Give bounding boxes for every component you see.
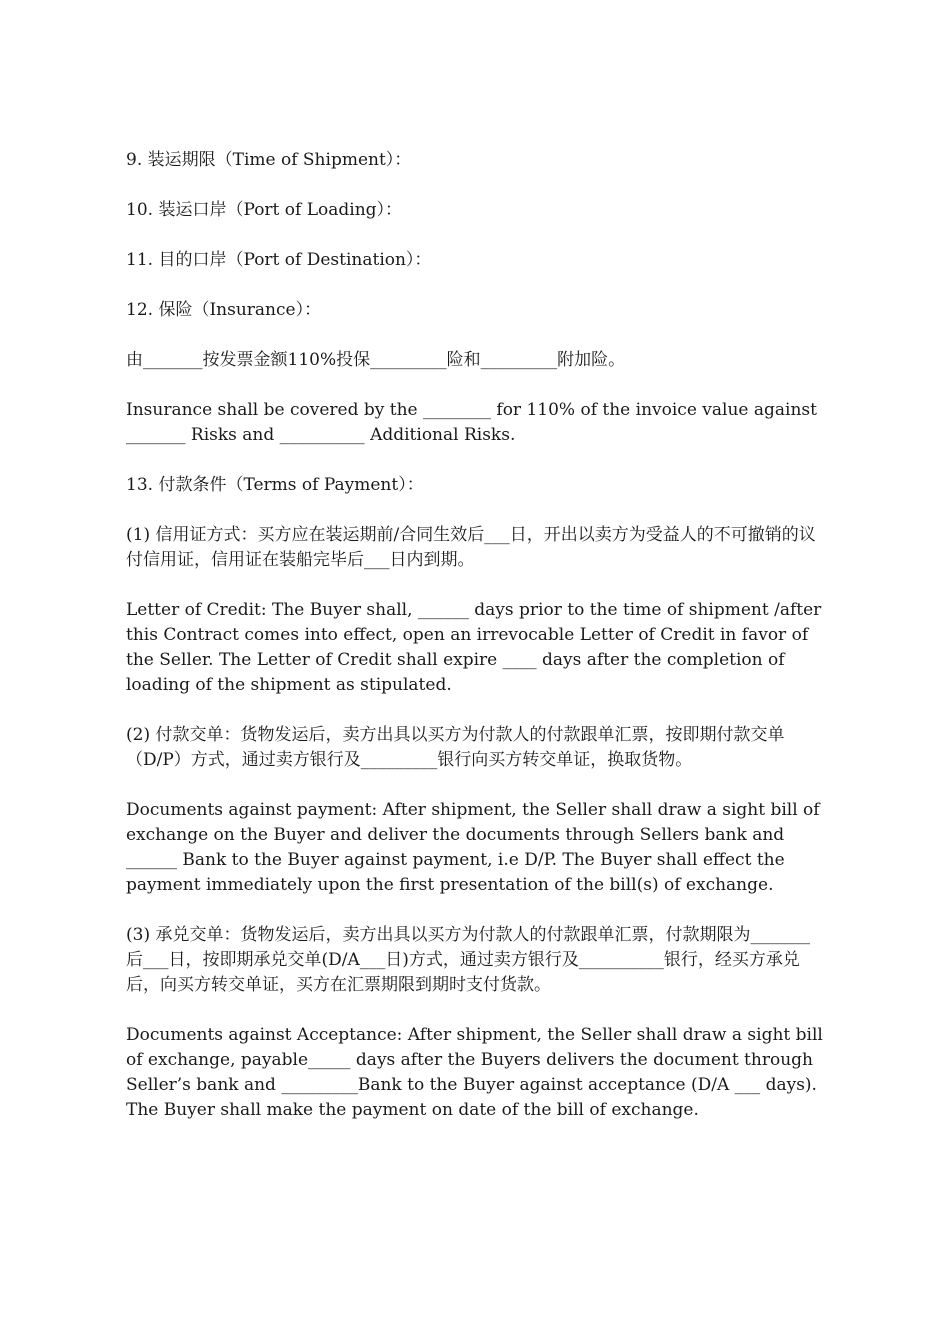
letter-of-credit-en: Letter of Credit: The Buyer shall, ______ days prior to the time of shipment /after this Contract comes into effect, open an irrevocable Letter of Credit in favor of the Seller. The Letter of Credit shall expire ____ days after the completion of loading of the shipment as stipulated. (126, 600, 827, 695)
clause-11-port-of-destination: 11. 目的口岸（Port of Destination）： (126, 250, 432, 270)
documents-against-acceptance-cn: (3) 承兑交单：货物发运后，卖方出具以买方为付款人的付款跟单汇票，付款期限为_______后___日，按即期承兑交单(D/A___日)方式，通过卖方银行及__________银行，经买方承兑后，向买方转交单证，买方在汇票期限到期时支付货款。 (126, 925, 810, 995)
insurance-text-en: Insurance shall be covered by the ________ for 110% of the invoice value against _______ Risks and __________ Additional Risks. (126, 400, 823, 445)
clause-10-port-of-loading: 10. 装运口岸（Port of Loading）： (126, 200, 403, 220)
insurance-text-cn: 由_______按发票金额110%投保_________险和_________附加险。 (126, 350, 626, 370)
document-body (126, 148, 829, 1148)
clause-9-time-of-shipment: 9. 装运期限（Time of Shipment）： (126, 150, 412, 170)
clause-13-terms-of-payment: 13. 付款条件（Terms of Payment）： (126, 475, 424, 495)
documents-against-payment-cn: (2) 付款交单：货物发运后，卖方出具以买方为付款人的付款跟单汇票，按即期付款交单（D/P）方式，通过卖方银行及_________银行向买方转交单证，换取货物。 (126, 725, 785, 770)
documents-against-acceptance-en: Documents against Acceptance: After shipment, the Seller shall draw a sight bill of exchange, payable_____ days after the Buyers delivers the document through Seller’s bank and _________Bank to the Buyer against acceptance (D/A ___ days). The Buyer shall make the payment on date of the bill of exchange. (126, 1025, 829, 1120)
clause-12-insurance: 12. 保险（Insurance）： (126, 300, 322, 320)
letter-of-credit-cn: (1) 信用证方式：买方应在装运期前/合同生效后___日，开出以卖方为受益人的不可撤销的议付信用证，信用证在装船完毕后___日内到期。 (126, 525, 816, 570)
documents-against-payment-en: Documents against payment: After shipment, the Seller shall draw a sight bill of exchange on the Buyer and deliver the documents through Sellers bank and ______ Bank to the Buyer against payment, i.e D/P. The Buyer shall effect the payment immediately upon the first presentation of the bill(s) of exchange. (126, 800, 825, 895)
